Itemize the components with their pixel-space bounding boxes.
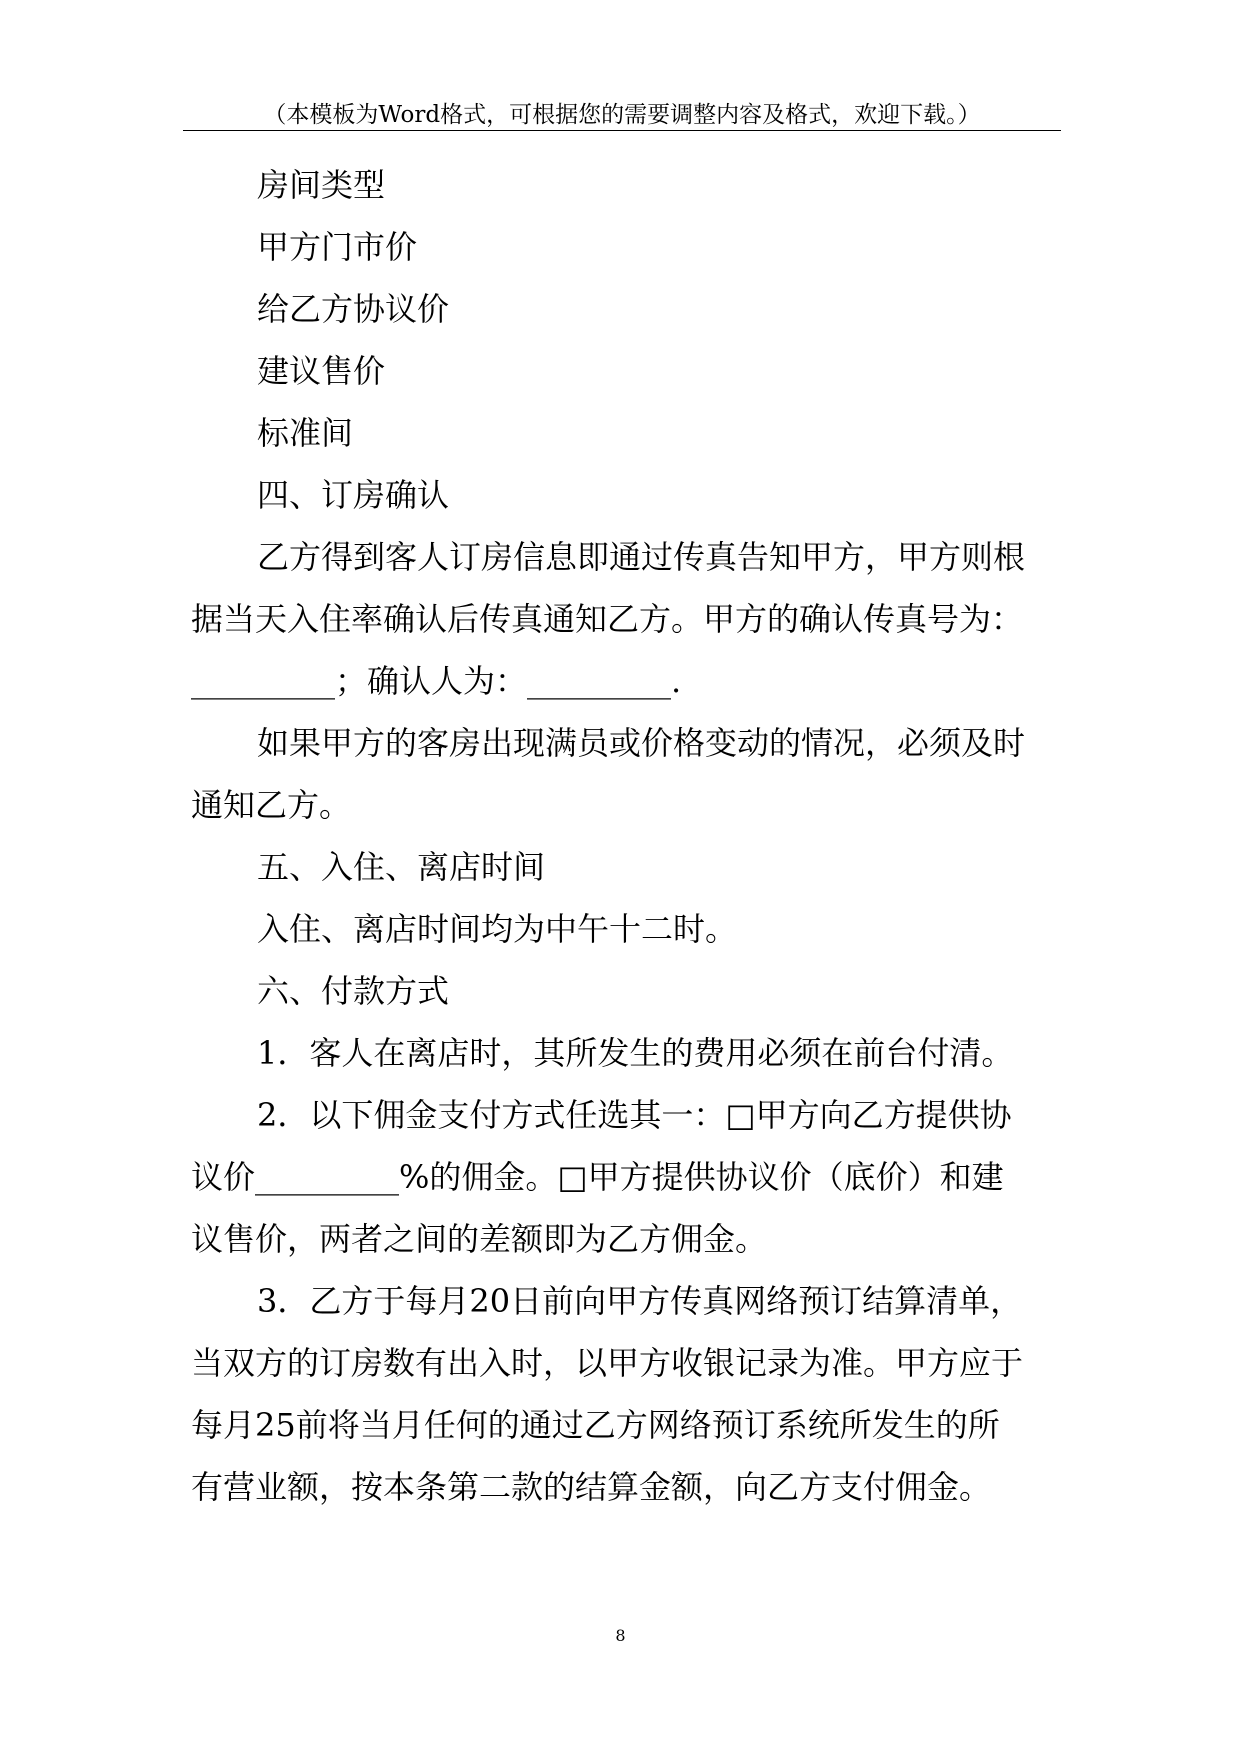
page-number: 8 <box>615 1626 626 1645</box>
paragraph-line: 议价_________%的佣金。□甲方提供协议价（底价）和建 <box>191 1158 1004 1196</box>
header-note: （本模板为Word格式，可根据您的需要调整内容及格式，欢迎下载。） <box>263 102 981 128</box>
paragraph-line: 通知乙方。 <box>191 786 352 824</box>
list-item: 2．以下佣金支付方式任选其一：□甲方向乙方提供协 <box>257 1096 1012 1134</box>
list-item: 1．客人在离店时，其所发生的费用必须在前台付清。 <box>257 1034 1014 1072</box>
header-divider <box>183 130 1061 131</box>
table-item-standard-room: 标准间 <box>257 414 354 452</box>
section-heading-payment: 六、付款方式 <box>257 972 450 1010</box>
paragraph-line: 议售价，两者之间的差额即为乙方佣金。 <box>191 1220 768 1258</box>
table-item-agreement-rate: 给乙方协议价 <box>257 290 450 328</box>
list-item: 3．乙方于每月20日前向甲方传真网络预订结算清单， <box>257 1282 1023 1320</box>
table-item-room-type: 房间类型 <box>257 166 386 204</box>
paragraph-line: 据当天入住率确认后传真通知乙方。甲方的确认传真号为： <box>191 600 1024 638</box>
table-item-rack-rate: 甲方门市价 <box>257 228 418 266</box>
paragraph-line: 每月25前将当月任何的通过乙方网络预订系统所发生的所 <box>191 1406 1000 1444</box>
paragraph-line: 有营业额，按本条第二款的结算金额，向乙方支付佣金。 <box>191 1468 992 1506</box>
paragraph-line: 如果甲方的客房出现满员或价格变动的情况，必须及时 <box>257 724 1026 762</box>
paragraph-line: _________；确认人为：_________. <box>191 662 682 700</box>
paragraph-line: 乙方得到客人订房信息即通过传真告知甲方，甲方则根 <box>257 538 1026 576</box>
paragraph-line: 入住、离店时间均为中午十二时。 <box>257 910 738 948</box>
paragraph-line: 当双方的订房数有出入时，以甲方收银记录为准。甲方应于 <box>191 1344 1024 1382</box>
section-heading-booking-confirmation: 四、订房确认 <box>257 476 450 514</box>
section-heading-check-in-out: 五、入住、离店时间 <box>257 848 546 886</box>
table-item-suggested-price: 建议售价 <box>257 352 386 390</box>
